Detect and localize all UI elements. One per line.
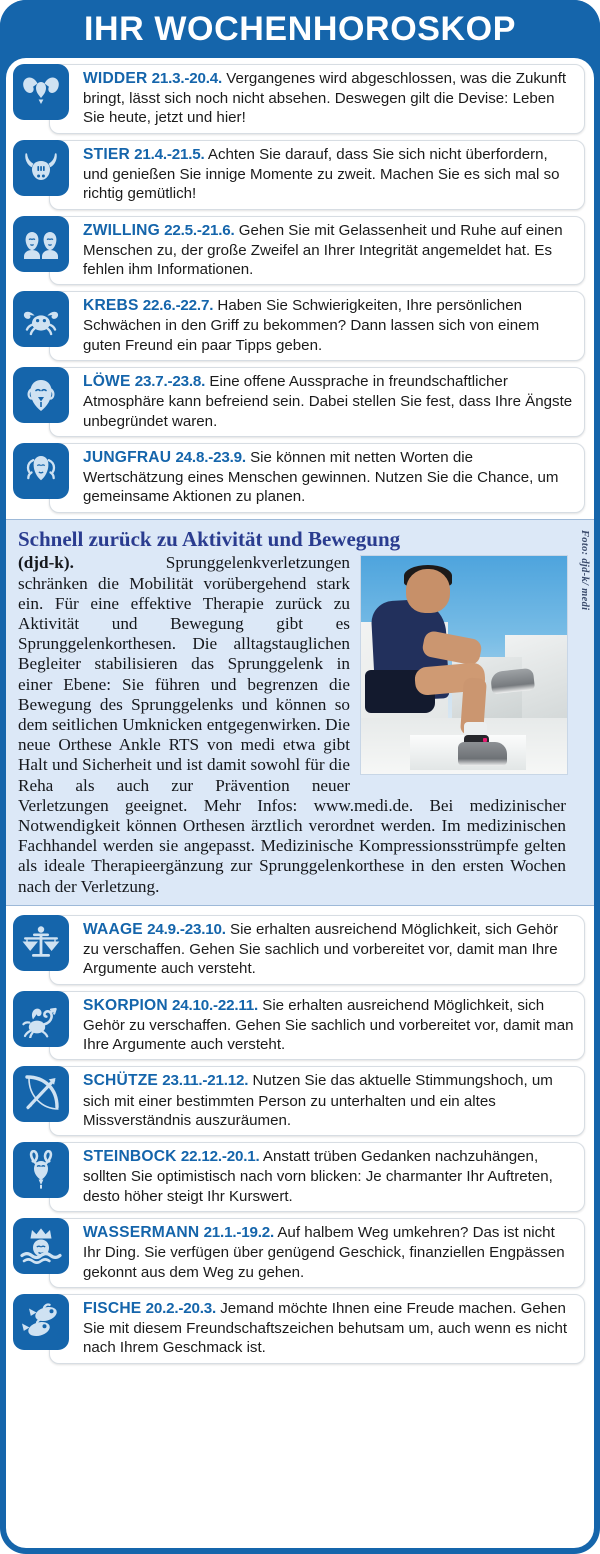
zodiac-row [13,443,587,513]
zodiac-sign-forecast: Auf halbem Weg umkehren? Das ist nicht Ihr Ding. Sie verfügen über genügend Geschick, finanziellen Engpässen gekonnt aus dem Weg zu gehen. [83,1224,565,1281]
zodiac-row [13,1142,587,1212]
capricorn-goat-icon [13,1142,69,1198]
zodiac-row [13,1066,587,1136]
zodiac-entry-text [79,1142,587,1212]
zodiac-entry-text [79,367,587,437]
zodiac-entry-text [79,1066,587,1136]
zodiac-entry-text [79,1294,587,1364]
zodiac-sign-name: JUNGFRAU [83,449,172,467]
zodiac-sign-date: 24.10.-22.11. [171,996,259,1014]
advertorial-photo [360,555,568,775]
advertorial-source-tag: (djd-k). [18,553,74,573]
aquarius-waterbearer-icon [13,1218,69,1274]
zodiac-sign-forecast: Eine offene Aussprache in freundschaftlicher Atmosphäre kann befreiend sein. Dabei stellen Sie fest, dass Ihre Ängste unbegründet waren. [83,373,573,430]
pisces-fish-icon [13,1294,69,1350]
zodiac-sign-date: 21.1.-19.2. [203,1224,274,1242]
zodiac-sign-date: 21.3.-20.4. [151,70,223,87]
zodiac-sign-name: SKORPION [83,996,168,1014]
zodiac-sign-forecast: Sie können mit netten Worten die Wertschätzung eines Menschen gewinnen. Nutzen Sie die Chance, um gemeinsame Aktionen zu planen. [83,449,559,506]
sagittarius-bow-icon [13,1066,69,1122]
zodiac-entry-text [79,915,587,985]
gemini-twins-icon [13,216,69,272]
zodiac-sign-forecast: Sie erhalten ausreichend Möglichkeit, sich Gehör zu verschaffen. Gehen Sie sachlich und vorbereitet vor, damit man Ihre Argumente auch versteht. [83,996,574,1054]
zodiac-sign-name: LÖWE [83,373,131,391]
zodiac-sign-forecast: Jemand möchte Ihnen eine Freude machen. Gehen Sie mit diesem Freundschaftszeichen behutsam um, auch wenn es nicht nach Ihrem Geschmack ist. [83,1299,568,1357]
photo-shoe-rear [490,668,535,694]
zodiac-sign-date: 24.8.-23.9. [175,449,246,467]
zodiac-list-bottom [6,909,594,1364]
leo-lion-icon [13,367,69,423]
zodiac-row [13,291,587,361]
zodiac-sign-forecast: Haben Sie Schwierigkeiten, Ihre persönlichen Schwächen in den Griff zu bekommen? Dann lassen sich von einem guten Freund ein paar Tipps geben. [83,297,540,354]
zodiac-sign-date: 22.6.-22.7. [142,297,214,315]
libra-scales-icon [13,915,69,971]
zodiac-sign-date: 20.2.-20.3. [145,1299,217,1317]
zodiac-sign-name: WIDDER [83,70,148,87]
zodiac-sign-name: STIER [83,145,130,163]
zodiac-sign-forecast: Vergangenes wird abgeschlossen, was die Zukunft bringt, lässt sich noch nicht absehen. Deswegen gilt die Devise: Leben Sie heute, jetzt und hier! [83,70,567,127]
zodiac-sign-date: 23.7.-23.8. [134,373,206,391]
zodiac-row [13,991,587,1061]
zodiac-row [13,1294,587,1364]
scorpio-scorpion-icon [13,991,69,1047]
zodiac-sign-date: 22.5.-21.6. [164,221,235,239]
photo-shoe-front [458,742,507,766]
page-title: IHR WOCHENHOROSKOP [83,9,517,48]
advertorial-headline: Schnell zurück zu Aktivität und Bewegung [18,526,401,551]
zodiac-sign-name: SCHÜTZE [83,1072,159,1090]
photo-credit: Foto: djd-k/ medi [579,529,590,611]
zodiac-sign-date: 21.4.-21.5. [134,145,205,163]
zodiac-list-top [6,58,594,513]
advertorial-figure [360,555,566,775]
photo-person-head [406,569,449,613]
zodiac-row [13,140,587,210]
zodiac-sign-name: STEINBOCK [83,1148,177,1166]
zodiac-entry-text [79,443,587,513]
zodiac-entry-text [79,291,587,361]
zodiac-sign-name: WASSERMANN [83,1224,200,1242]
content-panel [6,58,594,1548]
zodiac-sign-name: WAAGE [83,920,143,938]
aries-ram-icon [13,64,69,120]
zodiac-sign-forecast: Anstatt trüben Gedanken nachzuhängen, sollten Sie optimistisch nach vorn blicken: Je charmanter Ihr Auftreten, desto höher steigt Ihr Kurswert. [83,1148,553,1205]
zodiac-entry-text [79,140,587,210]
zodiac-sign-forecast: Achten Sie darauf, dass Sie sich nicht überfordern, und genießen Sie innige Momente zu zweit. Machen Sie es sich mal so richtig gemütlich! [83,145,560,203]
zodiac-sign-name: ZWILLING [83,221,160,239]
zodiac-sign-date: 24.9.-23.10. [147,920,226,938]
zodiac-row [13,64,587,134]
zodiac-sign-forecast: Gehen Sie mit Gelassenheit und Ruhe auf einen Menschen zu, der große Zweifel an Ihrer Integrität angemeldet hat. Es fehlen ihm Informationen. [83,221,563,279]
advertorial-block [6,519,594,906]
zodiac-entry-text [79,64,587,134]
zodiac-row [13,367,587,437]
zodiac-sign-name: FISCHE [83,1299,142,1317]
page-header [0,0,600,58]
zodiac-row [13,915,587,985]
virgo-maiden-icon [13,443,69,499]
zodiac-sign-forecast: Sie erhalten ausreichend Möglichkeit, sich Gehör zu verschaffen. Gehen Sie sachlich und vorbereitet vor, damit man Ihre Argumente auch versteht. [83,920,559,978]
zodiac-row [13,1218,587,1288]
taurus-bull-icon [13,140,69,196]
advertorial-body-text: Sprunggelenkverletzungen schränken die Mobilität vorübergehend stark ein. Für eine effektive Therapie zurück zu Aktivität und Bewegung gibt es Sprunggelenkorthesen. Die alltagstauglichen Begleiter stabilisieren das Sprunggelenk in einer Ebene: Sie führen und begrenzen die Bewegung des Sprunggelenks und können so dem seitlichen Umknicken entgegenwirken. Die neue Orthese Ankle RTS von medi etwa gibt Halt und Sicherheit und ist damit sowohl für die Reha als auch zur Prävention neuer Verletzungen geeignet. Mehr Infos: www.medi.de. Bei medizinischer Notwendigkeit können Orthesen ärztlich verordnet werden. Im medizinischen Fachhandel werden sie angepasst. Medizinische Kompressionsstrümpfe gelten als ideale Therapieergänzung zur Sprunggelenkorthese in den ersten Wochen nach der Verletzung. [18,553,566,896]
cancer-crab-icon [13,291,69,347]
zodiac-sign-forecast: Nutzen Sie das aktuelle Stimmungshoch, um sich mit einer bestimmten Person zu unterhalten und ein altes Missverständnis auszuräumen. [83,1072,553,1129]
zodiac-sign-date: 23.11.-21.12. [162,1072,249,1090]
zodiac-sign-date: 22.12.-20.1. [180,1148,260,1166]
zodiac-entry-text [79,216,587,286]
zodiac-row [13,216,587,286]
zodiac-sign-name: KREBS [83,297,139,315]
zodiac-entry-text [79,1218,587,1288]
zodiac-entry-text [79,991,587,1061]
